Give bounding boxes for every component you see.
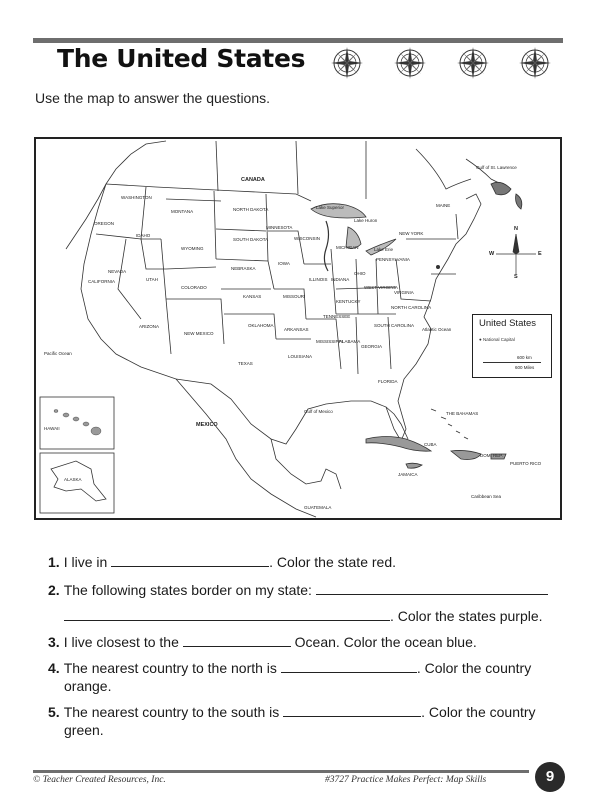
label-north-carolina: NORTH CAROLINA (391, 305, 432, 310)
label-gulf-mexico: Gulf of Mexico (304, 409, 333, 414)
legend-scale-mi: 600 Miles (515, 365, 535, 370)
label-kentucky: KENTUCKY (336, 299, 361, 304)
us-map (34, 137, 562, 520)
label-canada: CANADA (241, 177, 265, 183)
label-dom-rep: DOM. REP. (480, 453, 503, 458)
question-2-continued: . Color the states purple. (64, 607, 543, 625)
label-illinois: ILLINOIS (309, 277, 328, 282)
label-missouri: MISSOURI (283, 294, 306, 299)
compass-decorations (330, 46, 560, 86)
compass-north: N (514, 226, 518, 232)
label-nebraska: NEBRASKA (231, 266, 256, 271)
label-arizona: ARIZONA (139, 324, 160, 329)
label-atlantic: Atlantic Ocean (422, 327, 452, 332)
label-texas: TEXAS (238, 361, 253, 366)
label-idaho: IDAHO (136, 233, 151, 238)
footer-rule (33, 770, 529, 773)
label-wisconsin: WISCONSIN (294, 236, 321, 241)
instructions: Use the map to answer the questions. (35, 90, 271, 106)
label-pennsylvania: PENNSYLVANIA (376, 257, 410, 262)
label-california: CALIFORNIA (88, 279, 116, 284)
label-utah: UTAH (146, 277, 158, 282)
label-minnesota: MINNESOTA (266, 225, 293, 230)
label-arkansas: ARKANSAS (284, 327, 309, 332)
label-alaska: ALASKA (64, 477, 82, 482)
label-indiana: INDIANA (331, 277, 350, 282)
question-3: 3. I live closest to the Ocean. Color the ocean blue. (48, 634, 477, 650)
label-florida: FLORIDA (378, 379, 398, 384)
label-michigan: MICHIGAN (336, 245, 359, 250)
question-2: 2. The following states border on my state: (48, 581, 548, 599)
compass-south: S (514, 274, 518, 280)
footer-copyright: © Teacher Created Resources, Inc. (33, 775, 166, 785)
label-new-mexico: NEW MEXICO (184, 331, 214, 336)
label-bahamas: THE BAHAMAS (446, 411, 479, 416)
label-pacific: Pacific Ocean (44, 351, 72, 356)
label-puerto-rico: PUERTO RICO (510, 461, 542, 466)
compass-rose-icon (456, 46, 490, 80)
label-alabama: ALABAMA (339, 339, 361, 344)
label-louisiana: LOUISIANA (288, 354, 313, 359)
page-title: The United States (57, 44, 306, 73)
label-washington: WASHINGTON (121, 195, 152, 200)
map-legend (472, 314, 552, 378)
answer-blank-4[interactable] (281, 659, 417, 673)
page-number: 9 (535, 762, 565, 792)
legend-scale-km: 600 km (517, 355, 532, 360)
footer-book-title: #3727 Practice Makes Perfect: Map Skills (325, 775, 487, 785)
compass-east: E (538, 251, 542, 257)
label-kansas: KANSAS (243, 294, 262, 299)
label-guatemala: GUATEMALA (304, 505, 332, 510)
question-1: 1. I live in . Color the state red. (48, 554, 396, 570)
label-lake-superior: Lake Superior (316, 205, 345, 210)
label-virginia: VIRGINIA (394, 290, 414, 295)
label-lake-huron: Lake Huron (354, 218, 378, 223)
label-lake-erie: Lake Erie (374, 247, 394, 252)
answer-blank-5[interactable] (283, 703, 421, 717)
label-oregon: OREGON (94, 221, 115, 226)
legend-capital: ● National Capital (479, 337, 515, 342)
label-gulf-st-lawrence: Gulf of St. Lawrence (476, 165, 517, 170)
label-nevada: NEVADA (108, 269, 127, 274)
label-south-carolina: SOUTH CAROLINA (374, 323, 415, 328)
label-jamaica: JAMAICA (398, 472, 418, 477)
legend-title: United States (479, 318, 537, 329)
question-5-cont: green. (64, 722, 104, 738)
label-west-virginia: WEST VIRGINIA (364, 285, 398, 290)
answer-blank-2a[interactable] (316, 581, 548, 595)
compass-rose-icon (330, 46, 364, 80)
label-north-dakota: NORTH DAKOTA (233, 207, 269, 212)
label-hawaii: HAWAII (44, 426, 60, 431)
label-new-york: NEW YORK (399, 231, 424, 236)
top-rule (33, 38, 563, 43)
label-mexico: MEXICO (196, 422, 218, 428)
label-cuba: CUBA (424, 442, 437, 447)
answer-blank-1[interactable] (111, 553, 269, 567)
compass-west: W (489, 251, 495, 257)
label-maine: MAINE (436, 203, 451, 208)
compass-rose-icon (518, 46, 552, 80)
label-caribbean: Caribbean Sea (471, 494, 502, 499)
label-oklahoma: OKLAHOMA (248, 323, 274, 328)
question-5: 5. The nearest country to the south is . Color the country (48, 704, 536, 720)
label-tennessee: TENNESSEE (323, 314, 351, 319)
scale-bar (483, 362, 541, 363)
label-georgia: GEORGIA (361, 344, 383, 349)
label-ohio: OHIO (354, 271, 366, 276)
question-4: 4. The nearest country to the north is . Color the country (48, 660, 532, 676)
label-south-dakota: SOUTH DAKOTA (233, 237, 269, 242)
label-wyoming: WYOMING (181, 246, 204, 251)
answer-blank-2b[interactable] (64, 607, 390, 621)
label-mississippi: MISSISSIPPI (316, 339, 343, 344)
label-colorado: COLORADO (181, 285, 207, 290)
label-montana: MONTANA (171, 209, 194, 214)
compass-rose-icon (393, 46, 427, 80)
question-4-cont: orange. (64, 678, 112, 694)
answer-blank-3[interactable] (183, 633, 291, 647)
label-iowa: IOWA (278, 261, 290, 266)
